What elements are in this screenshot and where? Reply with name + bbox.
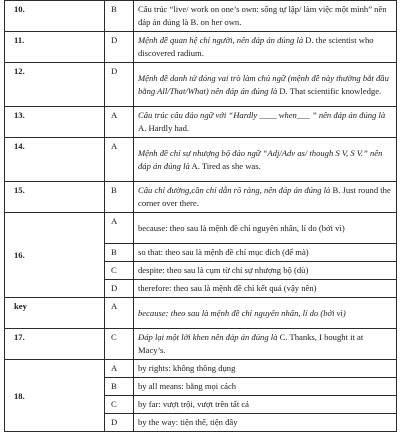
option-letter: C bbox=[105, 262, 134, 280]
answer-text: C. Thanks, I bought it at Macy’s. bbox=[138, 332, 364, 355]
table-row bbox=[5, 63, 397, 107]
explanation-cell bbox=[134, 182, 397, 213]
answer-text: A. Hardly had. bbox=[138, 123, 190, 133]
explanation-text: Câu chỉ đường,cần chỉ dẫn rõ ràng, nên đáp án đúng là bbox=[138, 185, 331, 196]
option-text: therefore: theo sau là mệnh đề chỉ kết quả (vậy nên) bbox=[134, 280, 397, 298]
option-letter: B bbox=[105, 244, 134, 262]
explanation-cell bbox=[134, 138, 397, 182]
explanation-cell bbox=[134, 1, 397, 32]
option-text: by all means: bằng mọi cách bbox=[134, 378, 397, 396]
answer-letter: C bbox=[105, 329, 134, 360]
option-text: by far: vượt trội, vượt trên tất cả bbox=[134, 396, 397, 414]
answer-explanation-table bbox=[4, 0, 397, 432]
answer-text: D. the scientist who discovered radium. bbox=[138, 35, 374, 58]
answer-letter: A bbox=[105, 298, 134, 329]
question-number: 14. bbox=[5, 138, 105, 182]
answer-letter: A bbox=[105, 138, 134, 182]
answer-letter: A bbox=[105, 107, 134, 138]
explanation-cell bbox=[134, 32, 397, 63]
explanation-text: Mệnh đề danh từ đóng vai trò làm chủ ngữ (mệnh đề này thường bắt đầu bằng All/That/What) nên đáp án đúng là bbox=[138, 72, 389, 96]
explanation-cell bbox=[134, 107, 397, 138]
option-text: so that: theo sau là mệnh đề chỉ mục đích (để mà) bbox=[134, 244, 397, 262]
question-number: 16. bbox=[5, 213, 105, 298]
table-row bbox=[5, 107, 397, 138]
option-text: by the way: tiện thể, tiện đây bbox=[134, 414, 397, 432]
explanation-text: Mệnh đề quan hệ chỉ người, nên đáp án đúng là bbox=[138, 35, 304, 46]
explanation-cell bbox=[134, 329, 397, 360]
question-number: 10. bbox=[5, 1, 105, 32]
question-number: 13. bbox=[5, 107, 105, 138]
option-letter: C bbox=[105, 396, 134, 414]
question-number: 11. bbox=[5, 32, 105, 63]
table-row bbox=[5, 182, 397, 213]
table-row bbox=[5, 360, 397, 378]
explanation-text: Câu trúc “live/ work on one’s own: sống tự lập/ làm việc một mình” nên đáp án đúng là B. on her own. bbox=[138, 4, 387, 27]
answer-text: A. Tired as she was. bbox=[191, 160, 261, 171]
explanation-text: Câu trúc câu đảo ngữ với “Hardly ____ when___ ” nên đáp án đúng là bbox=[138, 110, 386, 121]
answer-text: D. That scientific knowledge. bbox=[279, 85, 382, 96]
option-letter: A bbox=[105, 360, 134, 378]
option-letter: B bbox=[105, 378, 134, 396]
table-row bbox=[5, 298, 397, 329]
table-row bbox=[5, 213, 397, 244]
explanation-text: Đáp lại một lời khen nên đáp án đúng là bbox=[138, 332, 278, 343]
question-number: key bbox=[5, 298, 105, 329]
answer-letter: D bbox=[105, 32, 134, 63]
option-letter: D bbox=[105, 280, 134, 298]
table-row bbox=[5, 329, 397, 360]
question-number: 15. bbox=[5, 182, 105, 213]
option-text: by rights: không thông dụng bbox=[134, 360, 397, 378]
answer-text: B. Just round the corner over there. bbox=[138, 185, 391, 208]
answer-letter: D bbox=[105, 63, 134, 107]
answer-letter: B bbox=[105, 1, 134, 32]
explanation-text: Mệnh đề chỉ sự nhượng bộ đảo ngữ “Adj/Adv as/ though S V, S V.” nên đáp án đúng là bbox=[138, 147, 383, 171]
question-number: 12. bbox=[5, 63, 105, 107]
option-letter: D bbox=[105, 414, 134, 432]
option-text: because: theo sau là mệnh đề chỉ nguyên nhân, lí do (bởi vì) bbox=[134, 213, 397, 244]
explanation-cell: because: theo sau là mệnh đề chỉ nguyên nhân, lí do (bởi vì) bbox=[134, 298, 397, 329]
option-text: despite: theo sau là cụm từ chỉ sự nhượng bộ (dù) bbox=[134, 262, 397, 280]
table-row bbox=[5, 32, 397, 63]
table-row bbox=[5, 1, 397, 32]
option-letter: A bbox=[105, 213, 134, 244]
table-row bbox=[5, 138, 397, 182]
question-number: 17. bbox=[5, 329, 105, 360]
answer-letter: B bbox=[105, 182, 134, 213]
explanation-cell bbox=[134, 63, 397, 107]
question-number: 18. bbox=[5, 360, 105, 432]
